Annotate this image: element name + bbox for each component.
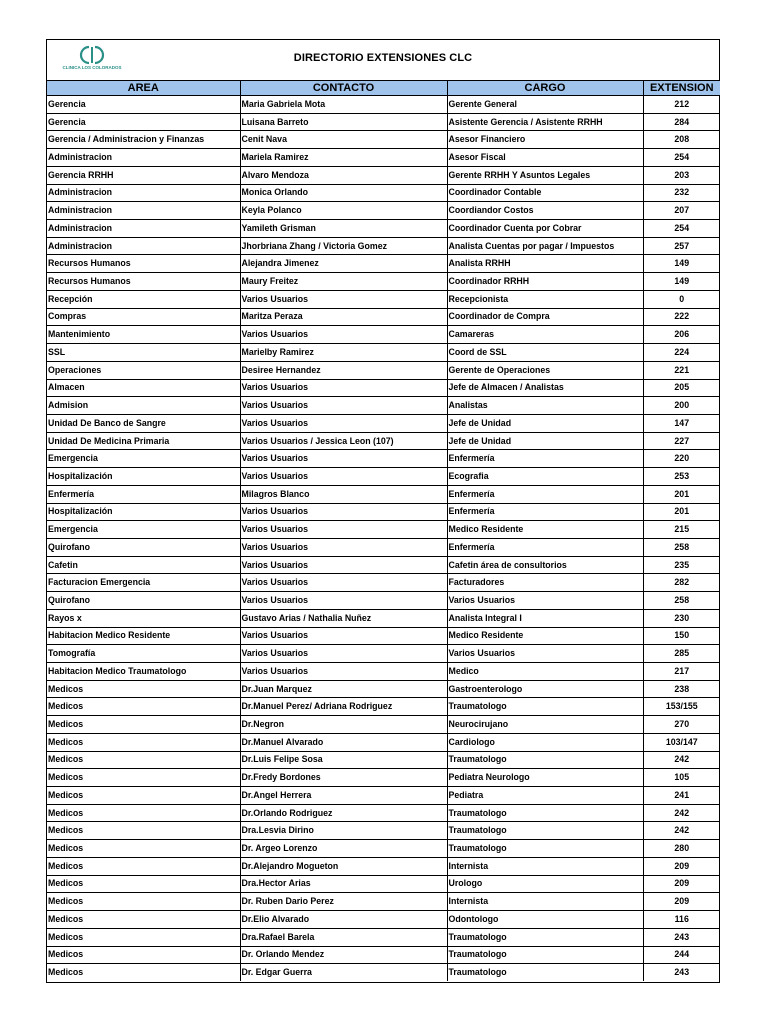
area-cell: Medicos	[47, 716, 240, 734]
area-cell: Mantenimiento	[47, 326, 240, 344]
contact-cell: Gustavo Arias / Nathalia Nuñez	[240, 609, 447, 627]
contact-cell: Varios Usuarios	[240, 556, 447, 574]
contact-cell: Dr. Edgar Guerra	[240, 964, 447, 981]
extension-cell: 238	[643, 680, 720, 698]
extension-cell: 243	[643, 964, 720, 981]
extension-cell: 208	[643, 131, 720, 149]
extension-cell: 105	[643, 769, 720, 787]
table-row	[47, 946, 720, 964]
extension-cell: 207	[643, 202, 720, 220]
table-row	[47, 485, 720, 503]
extension-cell: 221	[643, 361, 720, 379]
extension-cell: 243	[643, 928, 720, 946]
cargo-cell: Traumatologo	[447, 840, 643, 858]
table-row	[47, 414, 720, 432]
table-row	[47, 184, 720, 202]
extension-cell: 215	[643, 521, 720, 539]
extension-cell: 153/155	[643, 698, 720, 716]
contact-cell: Milagros Blanco	[240, 485, 447, 503]
cargo-cell: Traumatologo	[447, 946, 643, 964]
table-row	[47, 751, 720, 769]
area-cell: Compras	[47, 308, 240, 326]
extension-cell: 254	[643, 220, 720, 238]
contact-cell: Mariela Ramirez	[240, 149, 447, 167]
contact-cell: Varios Usuarios	[240, 290, 447, 308]
table-row	[47, 857, 720, 875]
contact-cell: Maria Gabriela Mota	[240, 96, 447, 114]
contact-cell: Varios Usuarios	[240, 414, 447, 432]
area-cell: Medicos	[47, 911, 240, 929]
table-row	[47, 255, 720, 273]
table-row	[47, 344, 720, 362]
extension-cell: 209	[643, 857, 720, 875]
area-cell: Recepción	[47, 290, 240, 308]
cargo-cell: Enfermería	[447, 538, 643, 556]
table-row	[47, 592, 720, 610]
column-header-area: AREA	[47, 81, 240, 96]
area-cell: Medicos	[47, 751, 240, 769]
area-cell: Admision	[47, 397, 240, 415]
area-cell: Hospitalización	[47, 468, 240, 486]
table-row	[47, 397, 720, 415]
extension-cell: 103/147	[643, 733, 720, 751]
cargo-cell: Coordinador Contable	[447, 184, 643, 202]
area-cell: Gerencia	[47, 113, 240, 131]
area-cell: Rayos x	[47, 609, 240, 627]
table-row	[47, 538, 720, 556]
extension-cell: 149	[643, 273, 720, 291]
contact-cell: Keyla Polanco	[240, 202, 447, 220]
table-row	[47, 680, 720, 698]
table-row	[47, 432, 720, 450]
contact-cell: Luisana Barreto	[240, 113, 447, 131]
table-row	[47, 769, 720, 787]
cargo-cell: Gerente General	[447, 96, 643, 114]
area-cell: Medicos	[47, 875, 240, 893]
extension-cell: 200	[643, 397, 720, 415]
table-header-row	[47, 81, 720, 96]
cargo-cell: Asesor Fiscal	[447, 149, 643, 167]
extension-cell: 232	[643, 184, 720, 202]
extension-cell: 284	[643, 113, 720, 131]
area-cell: Administracion	[47, 149, 240, 167]
table-row	[47, 450, 720, 468]
cargo-cell: Jefe de Unidad	[447, 432, 643, 450]
cargo-cell: Enfermería	[447, 450, 643, 468]
extension-cell: 201	[643, 503, 720, 521]
contact-cell: Dr.Orlando Rodriguez	[240, 804, 447, 822]
table-row	[47, 166, 720, 184]
column-header-extension: EXTENSION	[643, 81, 720, 96]
area-cell: SSL	[47, 344, 240, 362]
area-cell: Medicos	[47, 857, 240, 875]
area-cell: Gerencia / Administracion y Finanzas	[47, 131, 240, 149]
cargo-cell: Analista Cuentas por pagar / Impuestos	[447, 237, 643, 255]
area-cell: Cafetin	[47, 556, 240, 574]
cargo-cell: Cardiologo	[447, 733, 643, 751]
extension-cell: 205	[643, 379, 720, 397]
extension-cell: 258	[643, 592, 720, 610]
area-cell: Administracion	[47, 202, 240, 220]
cargo-cell: Pediatra Neurologo	[447, 769, 643, 787]
cargo-cell: Gerente RRHH Y Asuntos Legales	[447, 166, 643, 184]
area-cell: Medicos	[47, 964, 240, 981]
contact-cell: Dr.Fredy Bordones	[240, 769, 447, 787]
contact-cell: Dr.Juan Marquez	[240, 680, 447, 698]
contact-cell: Dra.Hector Arias	[240, 875, 447, 893]
extension-cell: 212	[643, 96, 720, 114]
contact-cell: Varios Usuarios	[240, 450, 447, 468]
extension-cell: 258	[643, 538, 720, 556]
area-cell: Recursos Humanos	[47, 273, 240, 291]
table-row	[47, 361, 720, 379]
area-cell: Tomografía	[47, 645, 240, 663]
extensions-table	[47, 81, 720, 981]
area-cell: Operaciones	[47, 361, 240, 379]
extension-cell: 254	[643, 149, 720, 167]
table-row	[47, 149, 720, 167]
document-title: DIRECTORIO EXTENSIONES CLC	[293, 52, 473, 64]
cargo-cell: Cafetin área de consultorios	[447, 556, 643, 574]
extension-cell: 227	[643, 432, 720, 450]
extension-cell: 0	[643, 290, 720, 308]
table-row	[47, 716, 720, 734]
contact-cell: Varios Usuarios	[240, 397, 447, 415]
table-row	[47, 804, 720, 822]
contact-cell: Dr. Orlando Mendez	[240, 946, 447, 964]
extension-cell: 253	[643, 468, 720, 486]
area-cell: Gerencia RRHH	[47, 166, 240, 184]
cargo-cell: Traumatologo	[447, 804, 643, 822]
cargo-cell: Analistas	[447, 397, 643, 415]
cargo-cell: Coordiandor Costos	[447, 202, 643, 220]
extension-cell: 235	[643, 556, 720, 574]
cargo-cell: Analista RRHH	[447, 255, 643, 273]
table-row	[47, 220, 720, 238]
contact-cell: Dr.Negron	[240, 716, 447, 734]
extension-cell: 147	[643, 414, 720, 432]
extension-cell: 149	[643, 255, 720, 273]
table-row	[47, 468, 720, 486]
area-cell: Administracion	[47, 237, 240, 255]
extension-cell: 280	[643, 840, 720, 858]
extension-cell: 242	[643, 751, 720, 769]
cargo-cell: Pediatra	[447, 787, 643, 805]
cargo-cell: Gerente de Operaciones	[447, 361, 643, 379]
contact-cell: Varios Usuarios	[240, 503, 447, 521]
cargo-cell: Gastroenterologo	[447, 680, 643, 698]
area-cell: Emergencia	[47, 521, 240, 539]
contact-cell: Desiree Hernandez	[240, 361, 447, 379]
extension-cell: 241	[643, 787, 720, 805]
logo-caption: CLINICA LOS COLORADOS	[62, 65, 122, 70]
extension-cell: 270	[643, 716, 720, 734]
table-row	[47, 787, 720, 805]
table-row	[47, 131, 720, 149]
contact-cell: Dr.Alejandro Mogueton	[240, 857, 447, 875]
column-header-contacto: CONTACTO	[240, 81, 447, 96]
table-row	[47, 273, 720, 291]
area-cell: Unidad De Banco de Sangre	[47, 414, 240, 432]
table-row	[47, 609, 720, 627]
contact-cell: Dr.Elio Alvarado	[240, 911, 447, 929]
table-row	[47, 113, 720, 131]
title-bar	[47, 40, 719, 81]
cargo-cell: Internista	[447, 893, 643, 911]
table-row	[47, 290, 720, 308]
table-row	[47, 875, 720, 893]
extension-cell: 150	[643, 627, 720, 645]
cargo-cell: Traumatologo	[447, 698, 643, 716]
area-cell: Medicos	[47, 928, 240, 946]
table-row	[47, 556, 720, 574]
area-cell: Quirofano	[47, 592, 240, 610]
contact-cell: Alvaro Mendoza	[240, 166, 447, 184]
extension-cell: 242	[643, 804, 720, 822]
table-row	[47, 574, 720, 592]
area-cell: Medicos	[47, 733, 240, 751]
contact-cell: Maritza Peraza	[240, 308, 447, 326]
cargo-cell: Medico Residente	[447, 521, 643, 539]
area-cell: Facturacion Emergencia	[47, 574, 240, 592]
area-cell: Medicos	[47, 946, 240, 964]
contact-cell: Dra.Rafael Barela	[240, 928, 447, 946]
table-row	[47, 822, 720, 840]
cargo-cell: Camareras	[447, 326, 643, 344]
extension-cell: 201	[643, 485, 720, 503]
cargo-cell: Jefe de Almacen / Analistas	[447, 379, 643, 397]
area-cell: Recursos Humanos	[47, 255, 240, 273]
contact-cell: Varios Usuarios	[240, 468, 447, 486]
area-cell: Emergencia	[47, 450, 240, 468]
cargo-cell: Odontologo	[447, 911, 643, 929]
extension-cell: 209	[643, 875, 720, 893]
table-row	[47, 503, 720, 521]
cargo-cell: Facturadores	[447, 574, 643, 592]
cargo-cell: Internista	[447, 857, 643, 875]
contact-cell: Alejandra Jimenez	[240, 255, 447, 273]
cargo-cell: Varios Usuarios	[447, 592, 643, 610]
table-row	[47, 911, 720, 929]
extension-cell: 285	[643, 645, 720, 663]
contact-cell: Varios Usuarios	[240, 574, 447, 592]
cargo-cell: Neurocirujano	[447, 716, 643, 734]
contact-cell: Varios Usuarios	[240, 645, 447, 663]
table-row	[47, 893, 720, 911]
column-header-cargo: CARGO	[447, 81, 643, 96]
cargo-cell: Jefe de Unidad	[447, 414, 643, 432]
cargo-cell: Coord de SSL	[447, 344, 643, 362]
cargo-cell: Ecografia	[447, 468, 643, 486]
table-row	[47, 645, 720, 663]
extension-cell: 206	[643, 326, 720, 344]
extension-cell: 242	[643, 822, 720, 840]
contact-cell: Dr.Luis Felipe Sosa	[240, 751, 447, 769]
extension-cell: 116	[643, 911, 720, 929]
contact-cell: Yamileth Grisman	[240, 220, 447, 238]
cargo-cell: Urologo	[447, 875, 643, 893]
contact-cell: Varios Usuarios	[240, 379, 447, 397]
extension-cell: 224	[643, 344, 720, 362]
contact-cell: Varios Usuarios	[240, 538, 447, 556]
cargo-cell: Enfermería	[447, 503, 643, 521]
cargo-cell: Traumatologo	[447, 751, 643, 769]
area-cell: Hospitalización	[47, 503, 240, 521]
contact-cell: Cenit Nava	[240, 131, 447, 149]
contact-cell: Jhorbriana Zhang / Victoria Gomez	[240, 237, 447, 255]
table-row	[47, 308, 720, 326]
table-row	[47, 663, 720, 681]
cargo-cell: Coordinador RRHH	[447, 273, 643, 291]
contact-cell: Varios Usuarios	[240, 592, 447, 610]
directory-sheet	[46, 39, 720, 983]
area-cell: Almacen	[47, 379, 240, 397]
area-cell: Administracion	[47, 184, 240, 202]
area-cell: Medicos	[47, 804, 240, 822]
area-cell: Medicos	[47, 840, 240, 858]
extension-cell: 203	[643, 166, 720, 184]
extension-cell: 220	[643, 450, 720, 468]
contact-cell: Varios Usuarios	[240, 663, 447, 681]
cargo-cell: Medico Residente	[447, 627, 643, 645]
contact-cell: Dra.Lesvia Dirino	[240, 822, 447, 840]
cargo-cell: Coordinador Cuenta por Cobrar	[447, 220, 643, 238]
extension-cell: 257	[643, 237, 720, 255]
cargo-cell: Medico	[447, 663, 643, 681]
table-row	[47, 202, 720, 220]
table-row	[47, 840, 720, 858]
contact-cell: Varios Usuarios / Jessica Leon (107)	[240, 432, 447, 450]
table-row	[47, 698, 720, 716]
area-cell: Unidad De Medicina Primaria	[47, 432, 240, 450]
table-row	[47, 733, 720, 751]
area-cell: Medicos	[47, 787, 240, 805]
extension-cell: 282	[643, 574, 720, 592]
area-cell: Habitacion Medico Traumatologo	[47, 663, 240, 681]
cargo-cell: Asesor Financiero	[447, 131, 643, 149]
cargo-cell: Analista Integral I	[447, 609, 643, 627]
table-row	[47, 627, 720, 645]
contact-cell: Varios Usuarios	[240, 627, 447, 645]
cargo-cell: Coordinador de Compra	[447, 308, 643, 326]
table-row	[47, 928, 720, 946]
contact-cell: Marielby Ramirez	[240, 344, 447, 362]
contact-cell: Maury Freitez	[240, 273, 447, 291]
contact-cell: Monica Orlando	[240, 184, 447, 202]
table-row	[47, 964, 720, 981]
extension-cell: 222	[643, 308, 720, 326]
extension-cell: 209	[643, 893, 720, 911]
cargo-cell: Varios Usuarios	[447, 645, 643, 663]
area-cell: Medicos	[47, 893, 240, 911]
table-row	[47, 379, 720, 397]
area-cell: Habitacion Medico Residente	[47, 627, 240, 645]
area-cell: Enfermería	[47, 485, 240, 503]
contact-cell: Dr.Manuel Perez/ Adriana Rodriguez	[240, 698, 447, 716]
table-row	[47, 237, 720, 255]
table-row	[47, 326, 720, 344]
table-body	[47, 96, 720, 981]
contact-cell: Dr.Manuel Alvarado	[240, 733, 447, 751]
contact-cell: Dr. Argeo Lorenzo	[240, 840, 447, 858]
area-cell: Medicos	[47, 822, 240, 840]
cargo-cell: Asistente Gerencia / Asistente RRHH	[447, 113, 643, 131]
cargo-cell: Recepcionista	[447, 290, 643, 308]
area-cell: Administracion	[47, 220, 240, 238]
contact-cell: Dr. Ruben Dario Perez	[240, 893, 447, 911]
cargo-cell: Enfermería	[447, 485, 643, 503]
area-cell: Medicos	[47, 680, 240, 698]
extension-cell: 230	[643, 609, 720, 627]
table-row	[47, 521, 720, 539]
cargo-cell: Traumatologo	[447, 964, 643, 981]
contact-cell: Varios Usuarios	[240, 326, 447, 344]
area-cell: Quirofano	[47, 538, 240, 556]
contact-cell: Varios Usuarios	[240, 521, 447, 539]
extension-cell: 217	[643, 663, 720, 681]
contact-cell: Dr.Angel Herrera	[240, 787, 447, 805]
area-cell: Medicos	[47, 769, 240, 787]
area-cell: Gerencia	[47, 96, 240, 114]
extension-cell: 244	[643, 946, 720, 964]
cargo-cell: Traumatologo	[447, 822, 643, 840]
table-row	[47, 96, 720, 114]
area-cell: Medicos	[47, 698, 240, 716]
cargo-cell: Traumatologo	[447, 928, 643, 946]
